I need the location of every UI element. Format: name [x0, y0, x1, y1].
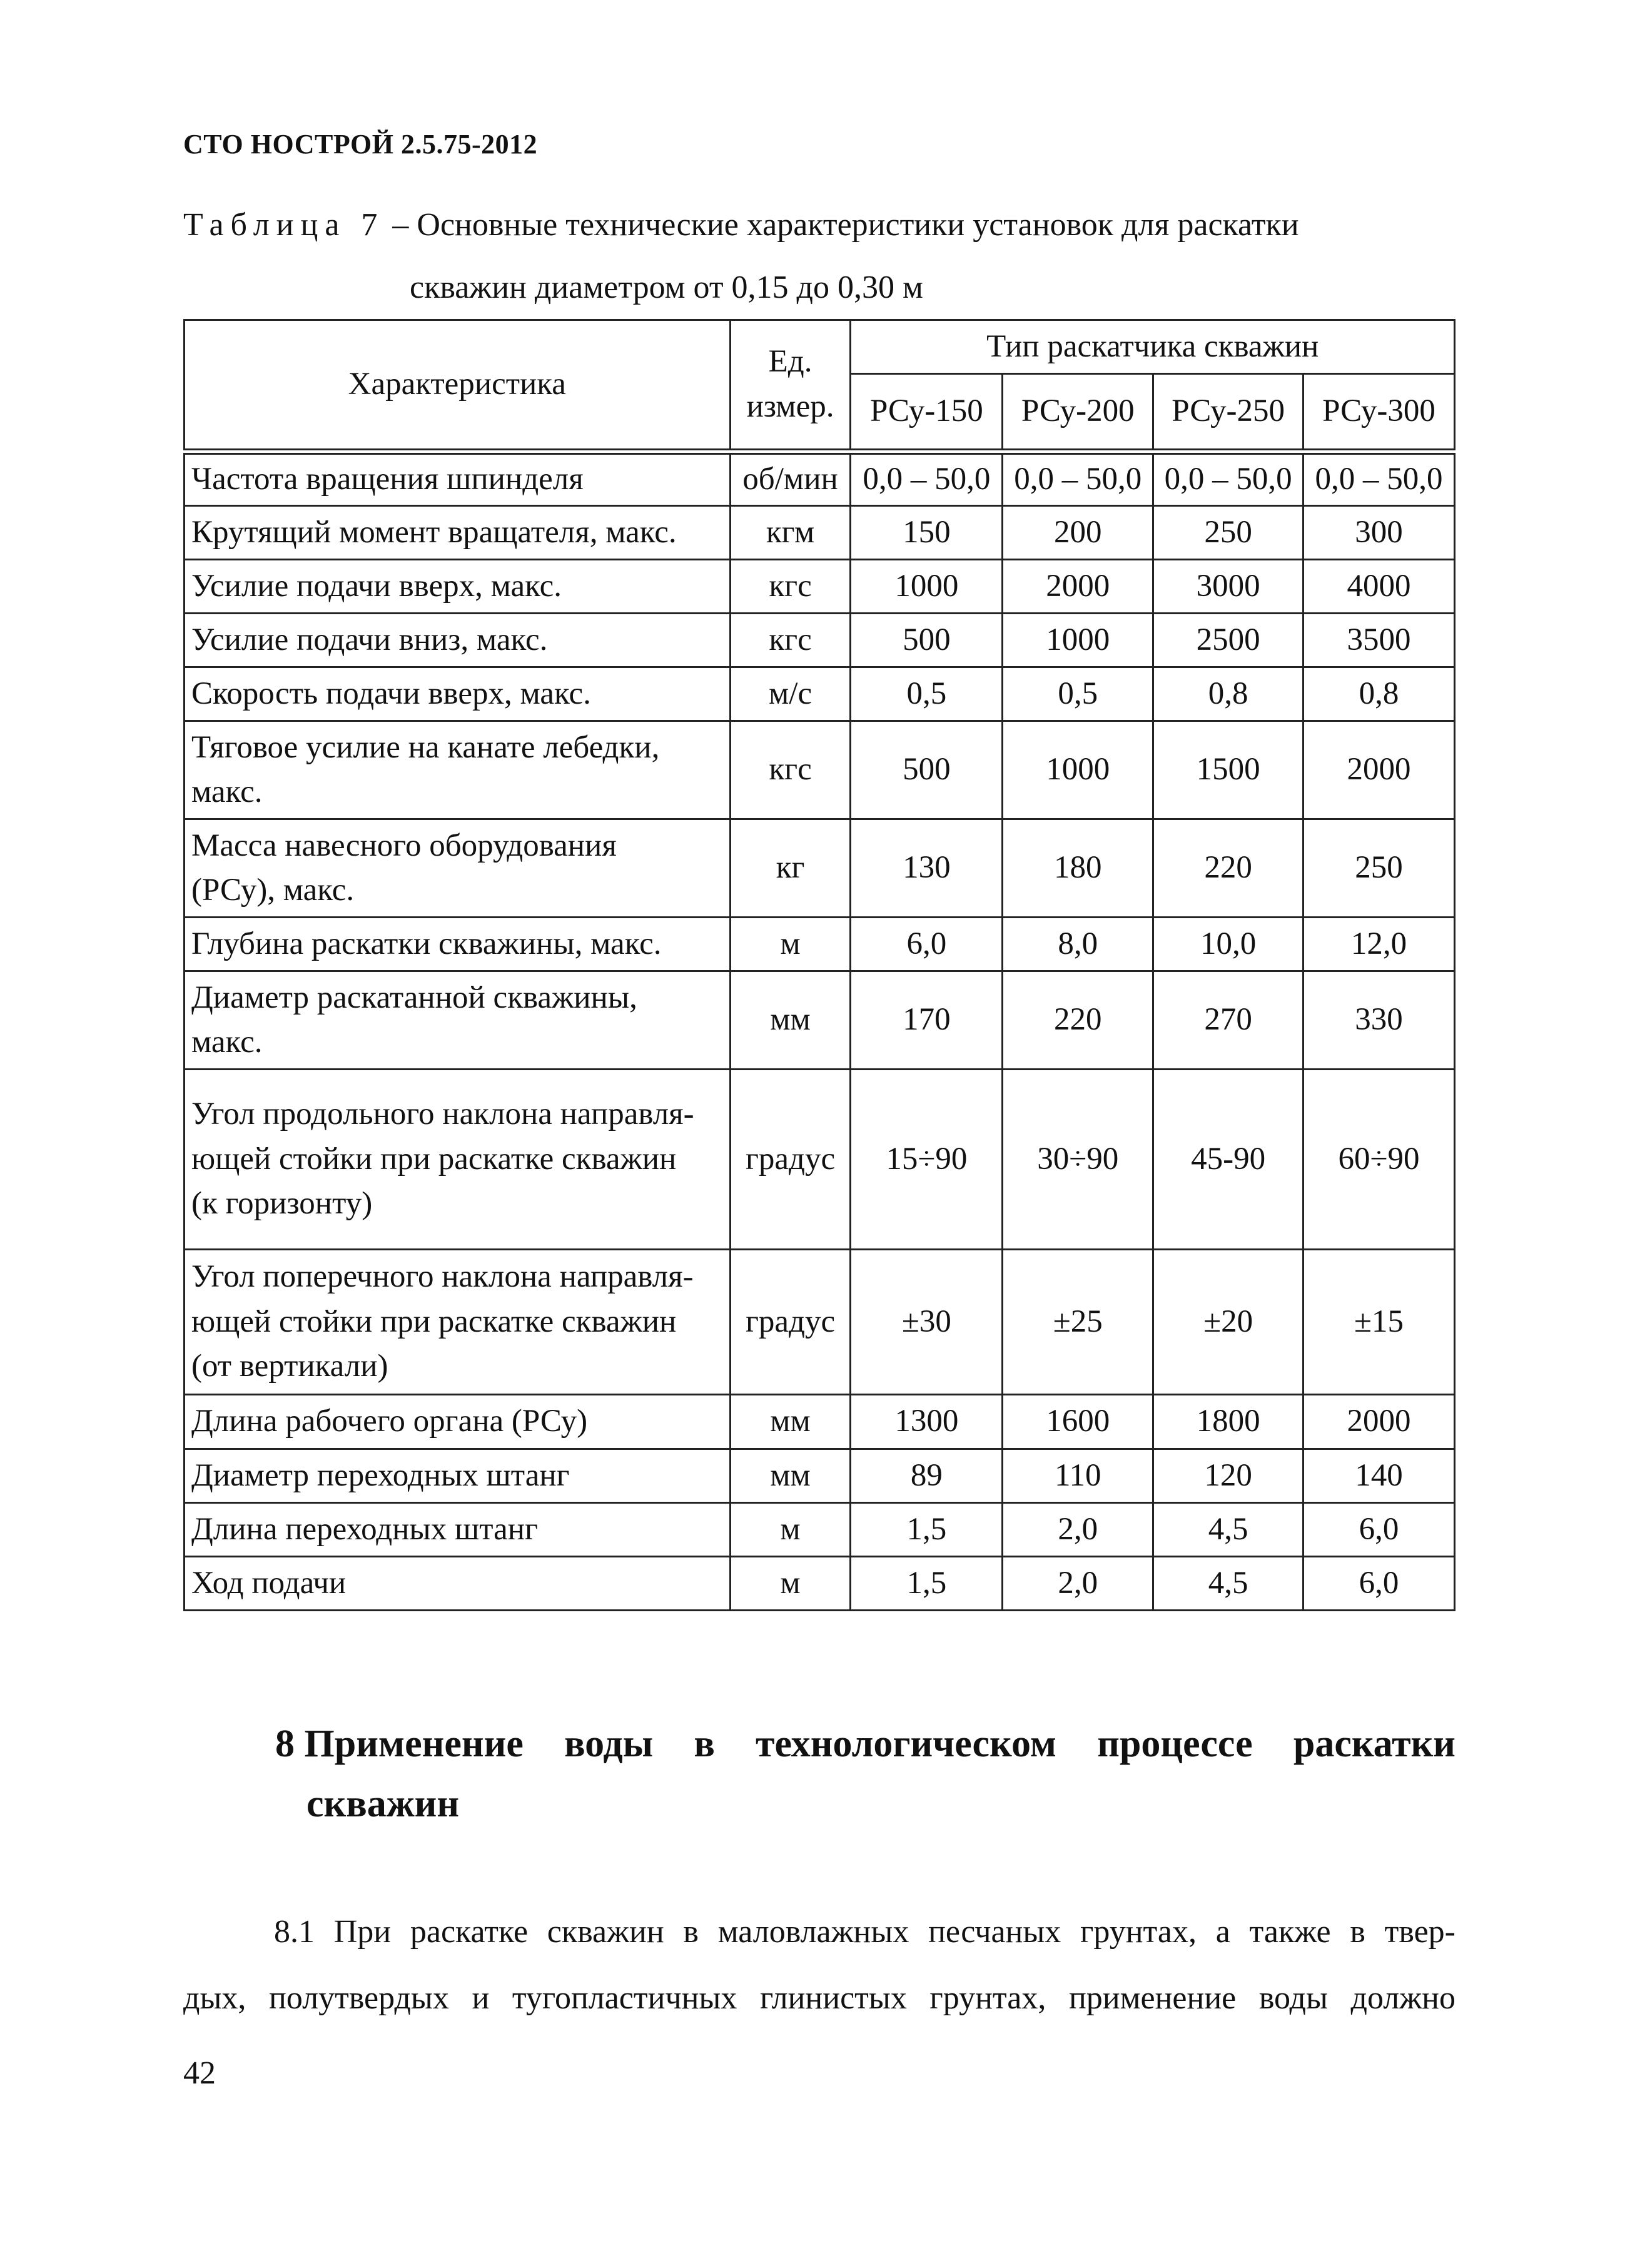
row-label: [185, 971, 731, 1070]
cell-value: 1600: [1003, 1395, 1153, 1449]
cell-value: 30÷90: [1003, 1070, 1153, 1250]
section-title-word: в: [694, 1723, 715, 1765]
cell-value: 45-90: [1153, 1070, 1304, 1250]
section-title-word: Применение: [304, 1723, 524, 1765]
row-label: [185, 918, 731, 971]
row-label: [185, 614, 731, 667]
row-label: [185, 721, 731, 819]
header-unit-line1: Ед.: [768, 344, 812, 380]
cell-value: 0,0 – 50,0: [1304, 452, 1455, 506]
paragraph-line: дых, полутвердых и тугопластичных глинистых грунтах, применение воды должно: [183, 1980, 1455, 2016]
section-title-line2: скважин: [306, 1783, 460, 1826]
row-label-line: (к горизонту): [191, 1186, 373, 1222]
header-unit: [730, 320, 851, 452]
row-label-line: Масса навесного оборудования: [191, 828, 617, 863]
cell-value: 1000: [1003, 614, 1153, 667]
row-label-line: Частота вращения шпинделя: [191, 462, 584, 497]
table-row: [185, 971, 1455, 1070]
cell-value: 2,0: [1003, 1557, 1153, 1611]
cell-value: 89: [851, 1449, 1003, 1503]
cell-value: 4,5: [1153, 1557, 1304, 1611]
row-label-line: Угол поперечного наклона направля-: [191, 1259, 694, 1295]
cell-value: 220: [1003, 971, 1153, 1070]
header-type-group: Тип раскатчика скважин: [851, 320, 1455, 374]
section-title-word: процессе: [1097, 1723, 1253, 1765]
row-label: [185, 1070, 731, 1250]
row-label-line: (РСу), макс.: [191, 873, 355, 908]
cell-value: 180: [1003, 819, 1153, 918]
cell-value: 4000: [1304, 560, 1455, 614]
row-unit: мм: [730, 971, 851, 1070]
table-caption-title-line1: Основные технические характеристики установок для раскатки: [417, 207, 1299, 243]
section-title-word: технологическом: [755, 1723, 1056, 1765]
cell-value: 1,5: [851, 1557, 1003, 1611]
cell-value: 130: [851, 819, 1003, 918]
cell-value: 15÷90: [851, 1070, 1003, 1250]
row-label-line: Диаметр раскатанной скважины,: [191, 980, 637, 1015]
cell-value: ±20: [1153, 1250, 1304, 1395]
section-number: 8: [275, 1723, 295, 1765]
cell-value: 1500: [1153, 721, 1304, 819]
row-label: [185, 1557, 731, 1611]
cell-value: 10,0: [1153, 918, 1304, 971]
row-unit: об/мин: [730, 452, 851, 506]
row-label-line: ющей стойки при раскатке скважин: [191, 1141, 677, 1177]
cell-value: ±15: [1304, 1250, 1455, 1395]
row-label: [185, 1395, 731, 1449]
cell-value: 1000: [851, 560, 1003, 614]
cell-value: 500: [851, 614, 1003, 667]
cell-value: 500: [851, 721, 1003, 819]
cell-value: 250: [1153, 506, 1304, 560]
row-label: [185, 1250, 731, 1395]
section-title-word: раскатки: [1293, 1723, 1455, 1765]
section-title-word: воды: [564, 1723, 654, 1765]
cell-value: 12,0: [1304, 918, 1455, 971]
row-label-line: Крутящий момент вращателя, макс.: [191, 514, 677, 550]
cell-value: 60÷90: [1304, 1070, 1455, 1250]
cell-value: 1,5: [851, 1503, 1003, 1557]
header-model: РСу-200: [1003, 374, 1153, 452]
table-row: [185, 819, 1455, 918]
row-label-line: макс.: [191, 1025, 263, 1060]
cell-value: 220: [1153, 819, 1304, 918]
table-row: [185, 1250, 1455, 1395]
row-label-line: Усилие подачи вверх, макс.: [191, 568, 562, 604]
cell-value: 2000: [1304, 1395, 1455, 1449]
row-label-line: Длина переходных штанг: [191, 1511, 538, 1547]
cell-value: 2000: [1304, 721, 1455, 819]
cell-value: 300: [1304, 506, 1455, 560]
cell-value: 0,0 – 50,0: [1003, 452, 1153, 506]
cell-value: 2,0: [1003, 1503, 1153, 1557]
running-header: СТО НОСТРОЙ 2.5.75-2012: [183, 129, 538, 159]
row-unit: кгс: [730, 721, 851, 819]
table-row: [185, 667, 1455, 721]
row-unit: кгс: [730, 614, 851, 667]
cell-value: 1800: [1153, 1395, 1304, 1449]
cell-value: 8,0: [1003, 918, 1153, 971]
cell-value: 110: [1003, 1449, 1153, 1503]
row-label: [185, 560, 731, 614]
cell-value: 330: [1304, 971, 1455, 1070]
row-unit: м: [730, 1557, 851, 1611]
cell-value: 6,0: [1304, 1557, 1455, 1611]
row-label-line: Угол продольного наклона направля-: [191, 1096, 694, 1132]
cell-value: 0,0 – 50,0: [1153, 452, 1304, 506]
header-model: РСу-150: [851, 374, 1003, 452]
row-unit: м: [730, 1503, 851, 1557]
row-unit: мм: [730, 1395, 851, 1449]
table-row: [185, 1557, 1455, 1611]
table-row: [185, 1449, 1455, 1503]
cell-value: 1000: [1003, 721, 1153, 819]
cell-value: 0,5: [1003, 667, 1153, 721]
row-unit: кг: [730, 819, 851, 918]
cell-value: 0,5: [851, 667, 1003, 721]
section-heading-line1: [275, 1714, 1455, 1774]
row-label: [185, 1503, 731, 1557]
cell-value: 150: [851, 506, 1003, 560]
row-unit: кгм: [730, 506, 851, 560]
page-number: 42: [183, 2055, 216, 2091]
cell-value: 0,8: [1153, 667, 1304, 721]
cell-value: 3500: [1304, 614, 1455, 667]
cell-value: 200: [1003, 506, 1153, 560]
table-row: [185, 1503, 1455, 1557]
row-label-line: Диаметр переходных штанг: [191, 1457, 570, 1493]
header-model: РСу-250: [1153, 374, 1304, 452]
specs-table: [183, 319, 1455, 1611]
row-unit: м/с: [730, 667, 851, 721]
row-label-line: Глубина раскатки скважины, макс.: [191, 926, 662, 961]
cell-value: 120: [1153, 1449, 1304, 1503]
cell-value: 270: [1153, 971, 1304, 1070]
table-row: [185, 506, 1455, 560]
row-label-line: Длина рабочего органа (РСу): [191, 1404, 588, 1439]
cell-value: 6,0: [1304, 1503, 1455, 1557]
table-row: [185, 1070, 1455, 1250]
row-label-line: (от вертикали): [191, 1349, 388, 1384]
row-label-line: ющей стойки при раскатке скважин: [191, 1304, 677, 1339]
header-unit-line2: измер.: [746, 388, 834, 424]
row-unit: градус: [730, 1070, 851, 1250]
row-unit: кгс: [730, 560, 851, 614]
table-caption-title-line2: скважин диаметром от 0,15 до 0,30 м: [410, 270, 923, 305]
row-unit: мм: [730, 1449, 851, 1503]
table-row: [185, 721, 1455, 819]
table-caption-label: Таблица 7: [183, 207, 385, 243]
cell-value: 0,0 – 50,0: [851, 452, 1003, 506]
header-model: РСу-300: [1304, 374, 1455, 452]
row-label-line: Ход подачи: [191, 1565, 347, 1601]
cell-value: 3000: [1153, 560, 1304, 614]
table-row: [185, 560, 1455, 614]
cell-value: 0,8: [1304, 667, 1455, 721]
table-row: [185, 452, 1455, 506]
row-label: [185, 506, 731, 560]
row-label: [185, 819, 731, 918]
paragraph-line: 8.1 При раскатке скважин в маловлажных песчаных грунтах, а также в твер-: [274, 1914, 1455, 1950]
row-label-line: макс.: [191, 774, 263, 809]
table-caption-dash: –: [392, 207, 409, 243]
row-label-line: Усилие подачи вниз, макс.: [191, 622, 548, 657]
cell-value: ±30: [851, 1250, 1003, 1395]
cell-value: 6,0: [851, 918, 1003, 971]
cell-value: 2000: [1003, 560, 1153, 614]
row-label-line: Тяговое усилие на канате лебедки,: [191, 729, 660, 765]
row-label: [185, 667, 731, 721]
table-row: [185, 614, 1455, 667]
paragraph-8-1: [183, 1899, 1455, 2032]
row-unit: м: [730, 918, 851, 971]
section-heading: [275, 1714, 1455, 1834]
row-label-line: Скорость подачи вверх, макс.: [191, 676, 591, 711]
row-label: [185, 1449, 731, 1503]
cell-value: 4,5: [1153, 1503, 1304, 1557]
table-caption: [183, 206, 1299, 243]
cell-value: 170: [851, 971, 1003, 1070]
cell-value: ±25: [1003, 1250, 1153, 1395]
table-row: [185, 1395, 1455, 1449]
table-row: [185, 918, 1455, 971]
cell-value: 140: [1304, 1449, 1455, 1503]
cell-value: 2500: [1153, 614, 1304, 667]
header-characteristic: Характеристика: [185, 320, 731, 452]
row-label: [185, 452, 731, 506]
cell-value: 1300: [851, 1395, 1003, 1449]
row-unit: градус: [730, 1250, 851, 1395]
section-number-and-first-word: [275, 1714, 524, 1774]
cell-value: 250: [1304, 819, 1455, 918]
